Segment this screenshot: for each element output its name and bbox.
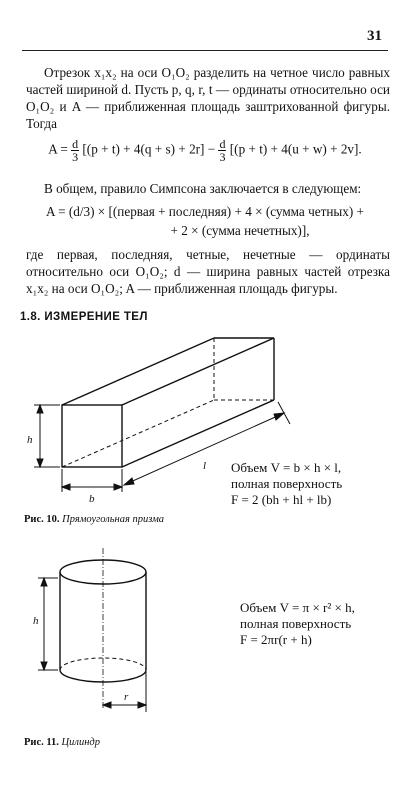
prism-label-h: h (27, 434, 33, 446)
paragraph-simpson-rule: В общем, правило Симпсона заключается в следующем: (44, 181, 362, 196)
prism-surface-formula: F = 2 (bh + hl + lb) (231, 492, 332, 507)
prism-volume: Объем V = b × h × l, (231, 460, 342, 475)
figure-11-number: Рис. 11. (24, 737, 59, 748)
cylinder-label-h: h (33, 615, 39, 627)
page-number: 31 (367, 28, 382, 44)
formula-part-2: [(p + t) + 4(u + w) + 2v]. (229, 141, 362, 157)
cylinder-surface-label: полная поверхность (240, 616, 352, 631)
formula-general-line-1: A = (d/3) × [(первая + последняя) + 4 × (сумма четных) + (46, 204, 364, 219)
cylinder-formulas (240, 600, 355, 648)
formula-lhs: A = (48, 141, 68, 157)
paragraph-segment-division: Отрезок x₁x₂ на оси O₁O₂ разделить на четное число равных частей шириной d. Пусть p, q, r, t — ординаты относительно оси O₁O₂ и A — приближенная площадь заштрихованной фигуры. Тогда (26, 65, 390, 131)
prism-surface-label: полная поверхность (231, 476, 343, 491)
cyl-h-arrow-bottom (41, 662, 47, 670)
figure-11-title: Цилиндр (61, 737, 100, 748)
formula-general-line-2: + 2 × (сумма нечетных)], (170, 223, 310, 238)
fraction-d-over-3-second: $\frac{d}{3}$ (219, 137, 226, 164)
figure-10-number: Рис. 10. (24, 514, 60, 525)
cylinder-label-r: r (124, 691, 129, 703)
fraction-d-over-3: $\frac{d}{3}$ (72, 137, 79, 164)
prism-label-l: l (203, 460, 207, 472)
paragraph-definitions: где первая, последняя, четные, нечетные — ординаты относительно оси O₁O₂; d — ширина равных частей отрезка x₁x₂ на оси O₁O₂; A — приближенная площадь фигуры. (26, 247, 390, 296)
figure-10-title: Прямоугольная призма (62, 514, 165, 525)
prism-label-b: b (89, 493, 95, 505)
cyl-h-arrow-top (41, 578, 47, 586)
cylinder-volume: Объем V = π × r² × h, (240, 600, 355, 615)
cyl-r-arrow-left (103, 702, 111, 708)
section-heading: 1.8. ИЗМЕРЕНИЕ ТЕЛ (20, 311, 148, 323)
cylinder-surface-formula: F = 2πr(r + h) (240, 632, 312, 647)
cyl-r-arrow-right (138, 702, 146, 708)
formula-part-1: [(p + t) + 4(q + s) + 2r] − (82, 141, 216, 157)
figure-11-caption (24, 737, 100, 748)
